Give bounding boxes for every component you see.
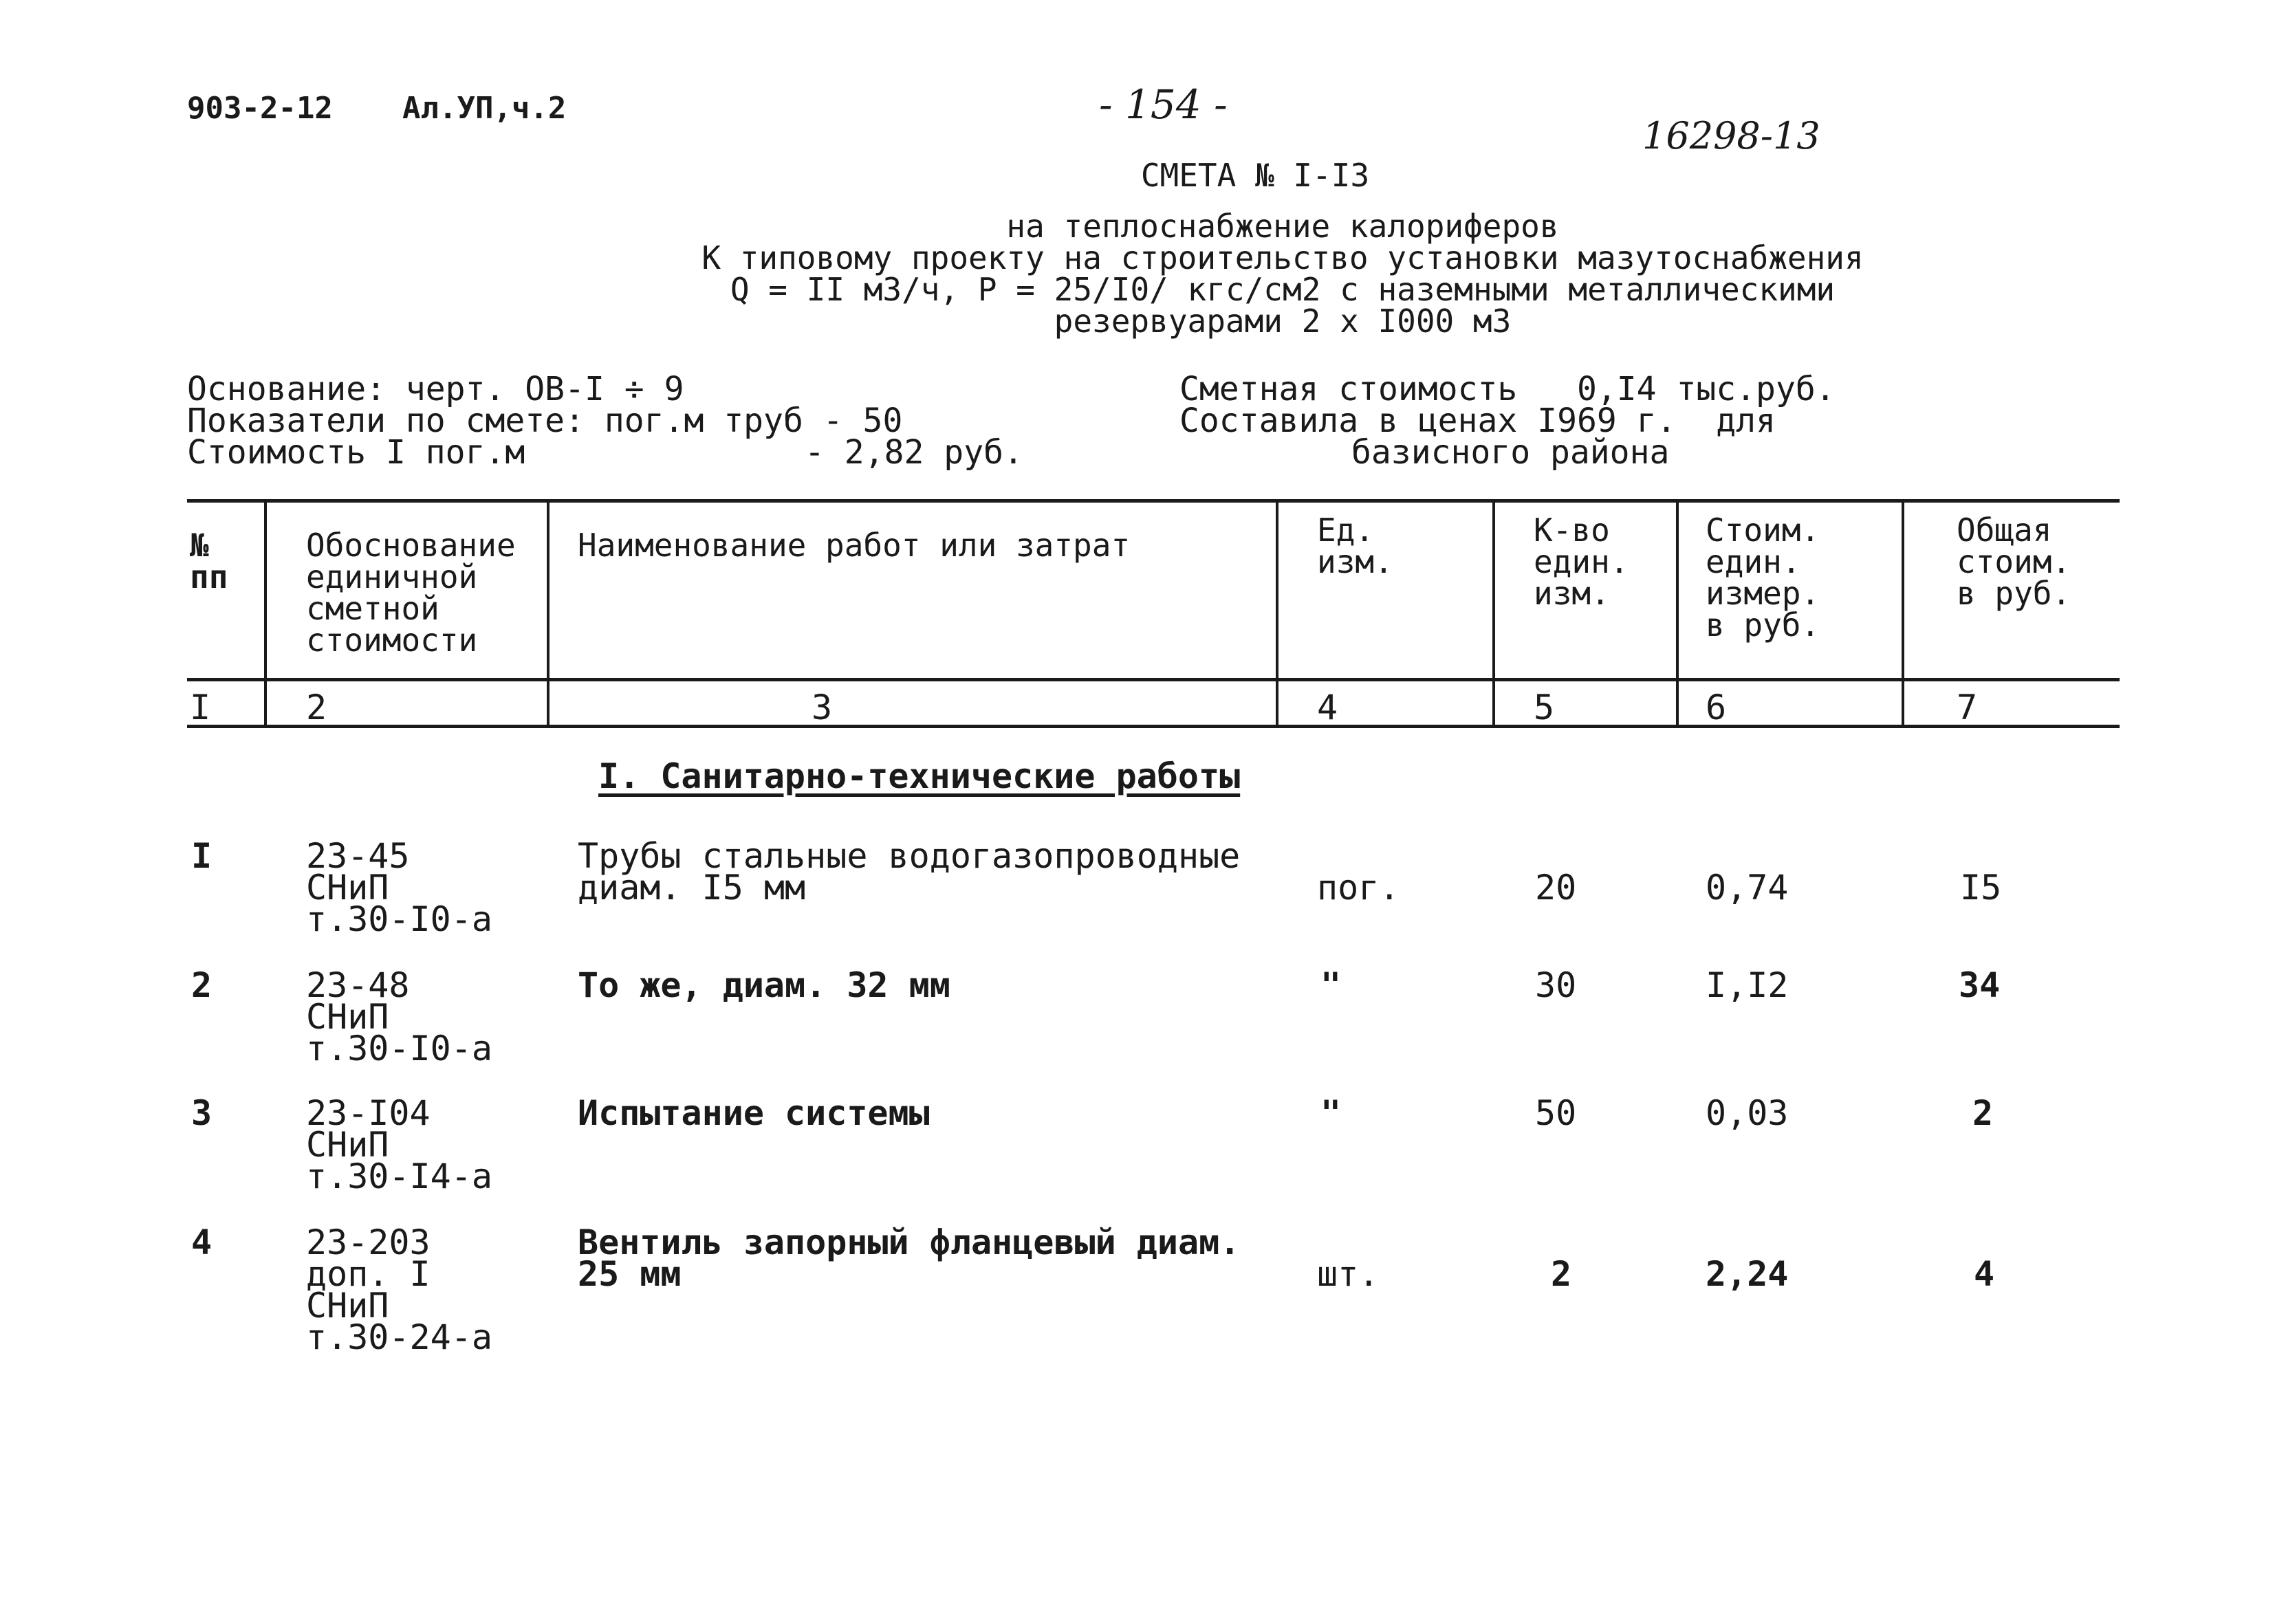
column-divider bbox=[1902, 501, 1904, 726]
table-header-rule bbox=[187, 678, 2120, 681]
column-number: 5 bbox=[1534, 688, 1555, 727]
row-unit-cost: I,I2 bbox=[1706, 965, 1789, 1005]
cost-per-meter-value: - 2,82 руб. bbox=[805, 433, 1023, 472]
column-divider bbox=[264, 501, 267, 726]
stamp-number: 16298-13 bbox=[1642, 114, 1820, 157]
column-number: 3 bbox=[812, 688, 833, 727]
row-quantity: 30 bbox=[1535, 965, 1577, 1005]
row-unit: " bbox=[1320, 1093, 1342, 1133]
column-number: 2 bbox=[306, 688, 327, 727]
row-number: I bbox=[191, 836, 213, 876]
row-number: 2 bbox=[191, 965, 213, 1005]
base-region: базисного района bbox=[1351, 433, 1670, 472]
column-header-name: Наименование работ или затрат bbox=[578, 527, 1131, 564]
column-header-unit-cost: Стоим. един. измер. в руб. bbox=[1706, 512, 1820, 644]
estimate-params-line: Q = II м3/ч, P = 25/I0/ кгс/см2 с наземными металлическими bbox=[730, 271, 1836, 308]
page-number: - 154 - bbox=[1099, 81, 1228, 128]
column-divider bbox=[1276, 501, 1278, 726]
row-basis: 23-I04 СНиП т.30-I4-а bbox=[306, 1093, 492, 1196]
section-title bbox=[598, 756, 1240, 796]
row-unit: " bbox=[1320, 965, 1342, 1005]
row-unit-cost: 0,74 bbox=[1706, 868, 1789, 908]
estimate-project-line: К типовому проекту на строительство установки мазутоснабжения bbox=[701, 239, 1864, 276]
column-number: 4 bbox=[1317, 688, 1338, 727]
row-number: 4 bbox=[191, 1222, 213, 1262]
album-reference: Ал.УП,ч.2 bbox=[402, 91, 567, 126]
estimate-subtitle: на теплоснабжение калориферов bbox=[1006, 208, 1559, 245]
price-basis: Составила в ценах I969 г. для bbox=[1179, 402, 1776, 440]
column-header-quantity: К-во един. изм. bbox=[1534, 512, 1629, 612]
row-basis: 23-48 СНиП т.30-I0-а bbox=[306, 965, 492, 1068]
row-name: Трубы стальные водогазопроводные диам. I5 мм bbox=[578, 836, 1241, 908]
column-number: 6 bbox=[1706, 688, 1727, 727]
column-number: I bbox=[190, 688, 211, 727]
row-total: 2 bbox=[1972, 1093, 1994, 1133]
document-code: 903-2-12 bbox=[187, 91, 333, 126]
column-header-total: Общая стоим. в руб. bbox=[1957, 512, 2071, 612]
row-name: Вентиль запорный фланцевый диам. 25 мм bbox=[578, 1222, 1241, 1294]
row-unit: пог. bbox=[1317, 868, 1400, 908]
column-header-unit: Ед. изм. bbox=[1317, 512, 1393, 580]
row-unit-cost: 2,24 bbox=[1706, 1254, 1789, 1294]
column-header-basis: Обоснование единичной сметной стоимости bbox=[306, 527, 516, 659]
row-basis: 23-45 СНиП т.30-I0-а bbox=[306, 836, 492, 939]
row-quantity: 2 bbox=[1551, 1254, 1572, 1294]
row-unit: шт. bbox=[1317, 1254, 1380, 1294]
column-divider bbox=[1676, 501, 1679, 726]
basis-drawings: Основание: черт. ОВ-I ÷ 9 bbox=[187, 370, 684, 408]
column-number: 7 bbox=[1957, 688, 1978, 727]
estimate-title: СМЕТА № I-I3 bbox=[1140, 157, 1370, 194]
cost-per-meter-label: Стоимость I пог.м bbox=[187, 433, 525, 472]
section-title-text: I. Санитарно-технические работы bbox=[598, 756, 1241, 796]
table-numbers-rule bbox=[187, 725, 2120, 728]
estimated-cost: Сметная стоимость 0,I4 тыс.руб. bbox=[1179, 370, 1836, 408]
row-name: То же, диам. 32 мм bbox=[578, 965, 950, 1005]
row-total: 34 bbox=[1959, 965, 2001, 1005]
row-quantity: 20 bbox=[1535, 868, 1577, 908]
row-total: I5 bbox=[1960, 868, 2002, 908]
estimate-indicators: Показатели по смете: пог.м труб - 50 bbox=[187, 402, 903, 440]
column-divider bbox=[1492, 501, 1495, 726]
estimate-tanks-line: резервуарами 2 х I000 м3 bbox=[1054, 303, 1512, 340]
row-unit-cost: 0,03 bbox=[1706, 1093, 1789, 1133]
row-name: Испытание системы bbox=[578, 1093, 930, 1133]
row-quantity: 50 bbox=[1535, 1093, 1577, 1133]
table-top-rule bbox=[187, 499, 2120, 503]
row-total: 4 bbox=[1974, 1254, 1995, 1294]
row-number: 3 bbox=[191, 1093, 213, 1133]
row-basis: 23-203 доп. I СНиП т.30-24-а bbox=[306, 1222, 492, 1357]
column-divider bbox=[547, 501, 549, 726]
column-header-number: № пп bbox=[190, 527, 228, 595]
